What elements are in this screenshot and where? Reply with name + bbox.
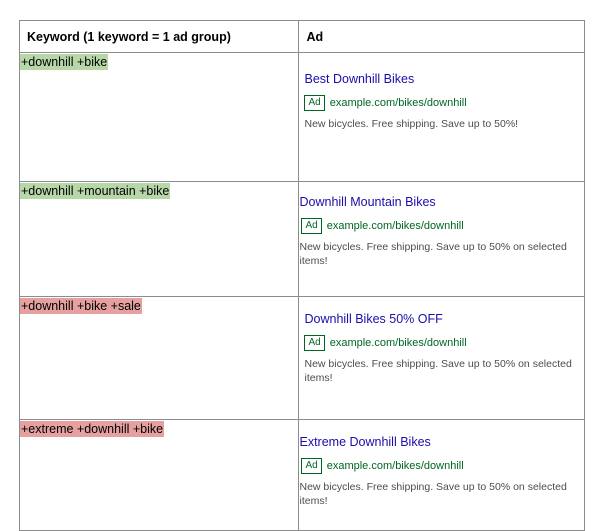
ad-url-row — [299, 458, 584, 474]
ad-url-row — [299, 218, 584, 234]
keyword-text: +extreme +downhill +bike — [21, 422, 164, 436]
keyword-cell — [20, 297, 299, 420]
ad-headline-link[interactable]: Extreme Downhill Bikes — [299, 435, 431, 449]
ad-badge: Ad — [304, 95, 324, 111]
ad-display-url: example.com/bikes/downhill — [326, 460, 464, 472]
keyword-ad-table — [19, 20, 585, 531]
ad-display-url: example.com/bikes/downhill — [329, 337, 467, 349]
table-row — [20, 420, 585, 531]
ad-description: New bicycles. Free shipping. Save up to 50% on selected items! — [299, 241, 567, 267]
ad-badge: Ad — [304, 335, 324, 351]
ad-description: New bicycles. Free shipping. Save up to 50%! — [304, 118, 519, 130]
ad-preview-cell — [299, 420, 585, 531]
ad-display-url: example.com/bikes/downhill — [329, 97, 467, 109]
ad-column-header: Ad — [299, 21, 585, 53]
ad-display-url: example.com/bikes/downhill — [326, 220, 464, 232]
keyword-cell — [20, 420, 299, 531]
keyword-cell — [20, 53, 299, 182]
ad-headline-link[interactable]: Downhill Mountain Bikes — [299, 195, 436, 209]
keyword-text: +downhill +bike — [21, 55, 108, 69]
keyword-cell — [20, 182, 299, 297]
table-row — [20, 182, 585, 297]
ad-url-row — [299, 335, 584, 351]
table-header-row — [20, 21, 585, 53]
table-row — [20, 297, 585, 420]
keyword-column-header: Keyword (1 keyword = 1 ad group) — [20, 21, 299, 53]
ad-url-row — [299, 95, 584, 111]
ad-description: New bicycles. Free shipping. Save up to 50% on selected items! — [299, 481, 567, 507]
ad-description: New bicycles. Free shipping. Save up to 50% on selected items! — [304, 358, 572, 384]
ad-headline-link[interactable]: Downhill Bikes 50% OFF — [304, 312, 443, 326]
ad-headline-link[interactable]: Best Downhill Bikes — [304, 72, 415, 86]
ad-preview-cell — [299, 297, 585, 420]
ad-badge: Ad — [301, 458, 321, 474]
ad-badge: Ad — [301, 218, 321, 234]
keyword-text: +downhill +mountain +bike — [21, 184, 170, 198]
ad-preview-cell — [299, 53, 585, 182]
table-row — [20, 53, 585, 182]
ad-preview-cell — [299, 182, 585, 297]
keyword-text: +downhill +bike +sale — [21, 299, 141, 313]
